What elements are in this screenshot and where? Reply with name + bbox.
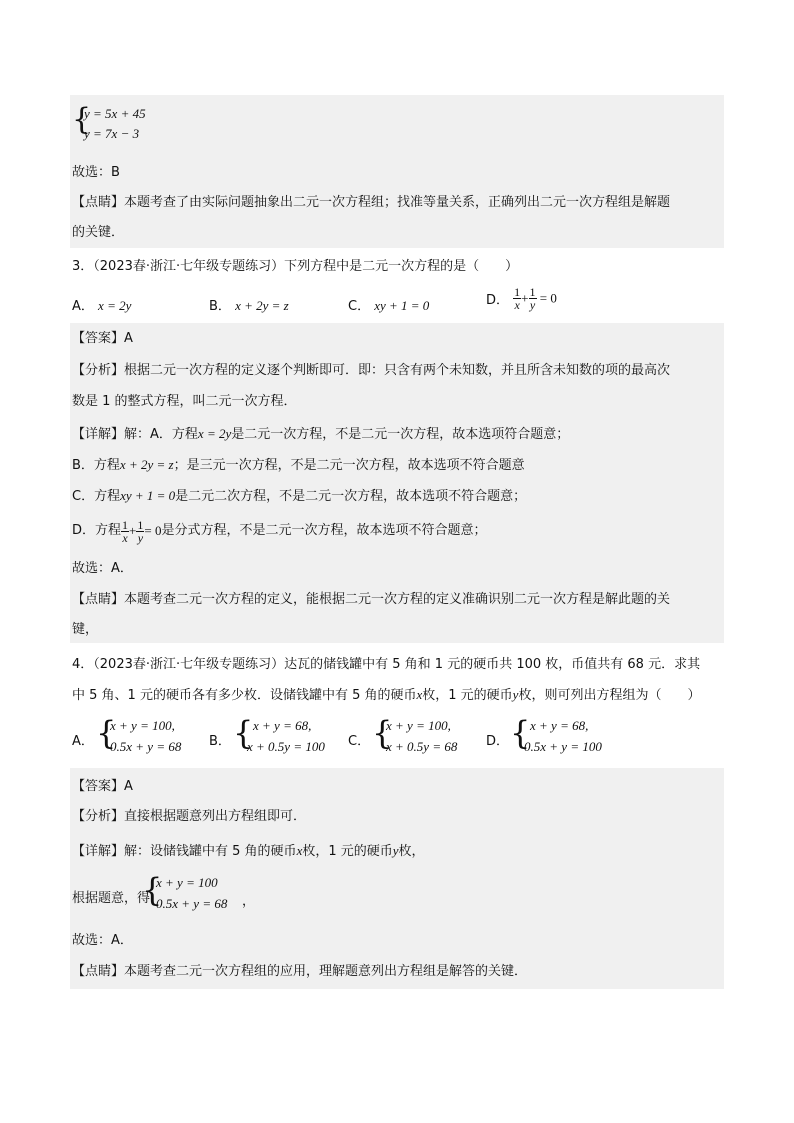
- detail-text: 根据题意，得: [72, 891, 151, 906]
- note-text: 本题考查二元一次方程的定义，能根据二元一次方程的定义准确识别二元一次方程是解此题的关: [124, 592, 671, 607]
- detail-text: D．方程: [72, 523, 122, 538]
- option-math: xy + 1 = 0: [374, 298, 430, 313]
- detail-variable: x: [296, 843, 303, 858]
- analysis-tag: 【分析】: [72, 809, 125, 824]
- q2-note-line1: [72, 194, 670, 212]
- stem-text: 中 5 角、1 元的硬币各有多少枚．设储钱罐中有 5 角的硬币: [72, 688, 417, 703]
- equation-line: x + y = 100,: [386, 718, 451, 733]
- fraction-denominator: y: [529, 298, 536, 312]
- q4-option-a-label: A．: [72, 734, 94, 749]
- detail-math: x = 2y: [197, 426, 232, 441]
- q4-options: [72, 716, 722, 762]
- analysis-text: 根据二元一次方程的定义逐个判断即可．即：只含有两个未知数，并且所含未知数的项的最高次: [124, 363, 671, 378]
- q4-choice: 故选：A．: [72, 933, 133, 948]
- q4-option-d-label: D．: [486, 734, 510, 749]
- detail-text: 是分式方程，不是二元一次方程，故本选项不符合题意；: [161, 523, 487, 538]
- q2-equation-system: [72, 104, 192, 144]
- answer-value: A: [124, 331, 133, 346]
- equation-line: y = 5x + 45: [84, 106, 146, 121]
- fraction: [121, 519, 129, 544]
- fraction-numerator: 1: [529, 285, 536, 299]
- q3-choice: 故选：A．: [72, 561, 133, 576]
- detail-text: 解：设储钱罐中有 5 角的硬币: [124, 844, 297, 859]
- detail-text: 枚，: [398, 844, 425, 859]
- equation-line: x + y = 100: [156, 875, 218, 890]
- analysis-text: 直接根据题意列出方程组即可．: [124, 809, 307, 824]
- q3-option-b: [209, 295, 289, 314]
- q3-option-a: [72, 295, 131, 314]
- fraction-numerator: 1: [122, 517, 129, 532]
- q4-answer: [72, 778, 133, 796]
- fraction: [513, 286, 521, 311]
- detail-tag: 【详解】: [72, 427, 125, 442]
- q3-detail-d: D．方程 $\frac{1}{x}$ + $\frac{1}{y}$ = 0是分式方程，不是二元一次方程，故本选项不符合题意；: [72, 517, 487, 545]
- q3-option-c: [348, 295, 429, 314]
- stem-text: 枚，则可列出方程组为（ ）: [518, 688, 701, 703]
- equation-line: y = 7x − 3: [84, 126, 140, 141]
- fraction-denominator: y: [137, 530, 144, 545]
- option-math: x = 2y: [98, 298, 132, 313]
- note-tag: 【点睛】: [72, 964, 125, 979]
- option-label: B．: [209, 299, 231, 314]
- fraction-denominator: x: [122, 530, 128, 545]
- equation-line: x + y = 68,: [253, 718, 312, 733]
- left-brace: {: [372, 714, 393, 752]
- q3-answer: [72, 330, 133, 348]
- stem-variable: x: [416, 687, 423, 702]
- detail-text: 枚，1 元的硬币: [302, 844, 393, 859]
- analysis-tag: 【分析】: [72, 363, 125, 378]
- q3-detail-b: [72, 456, 525, 475]
- q4-stem-line2: [72, 686, 700, 705]
- q4-option-b-label: B．: [209, 734, 231, 749]
- q4-detail-line1: [72, 842, 425, 861]
- q2-note-line2: 的关键．: [72, 225, 125, 240]
- detail-text: ；是三元一次方程，不是二元一次方程，故本选项不符合题意: [173, 458, 525, 473]
- note-text: 本题考查了由实际问题抽象出二元一次方程组；找准等量关系，正确列出二元一次方程组是解题: [124, 195, 671, 210]
- equation-line: x + y = 100,: [110, 718, 175, 733]
- q4-option-c-label: C．: [348, 734, 371, 749]
- equation-line: x + 0.5y = 100: [247, 739, 325, 754]
- q3-options: [72, 286, 722, 320]
- detail-math: x + 2y = z: [119, 457, 174, 472]
- detail-tag: 【详解】: [72, 844, 125, 859]
- detail-text: B．方程: [72, 458, 120, 473]
- answer-tag: 【答案】: [72, 779, 125, 794]
- fraction-numerator: 1: [137, 517, 144, 532]
- q4-analysis: [72, 808, 306, 826]
- equation-line: 0.5x + y = 68: [156, 896, 228, 911]
- note-tag: 【点睛】: [72, 592, 125, 607]
- note-tag: 【点睛】: [72, 195, 125, 210]
- equation-line: 0.5x + y = 100: [524, 739, 602, 754]
- q3-note-line2: 键，: [72, 622, 99, 637]
- equation-line: 0.5x + y = 68: [110, 739, 182, 754]
- left-brace: {: [72, 102, 92, 137]
- note-text: 本题考查二元一次方程组的应用，理解题意列出方程组是解答的关键．: [124, 964, 528, 979]
- q3-stem: 3．（2023春·浙江·七年级专题练习）下列方程中是二元一次方程的是（ ）: [72, 259, 519, 274]
- answer-tag: 【答案】: [72, 331, 125, 346]
- q4-stem-line1: 4．（2023春·浙江·七年级专题练习）达瓦的储钱罐中有 5 角和 1 元的硬币共 100 枚，币值共有 68 元．求其: [72, 657, 701, 672]
- left-brace: {: [142, 871, 163, 909]
- equation-line: x + 0.5y = 68: [386, 739, 458, 754]
- left-brace: {: [233, 714, 254, 752]
- stem-variable: y: [512, 687, 519, 702]
- answer-value: A: [124, 779, 133, 794]
- option-label: D．: [486, 293, 510, 308]
- option-math: x + 2y = z: [235, 298, 289, 313]
- fraction-denominator: x: [514, 298, 520, 312]
- fraction-numerator: 1: [514, 285, 521, 299]
- q3-analysis-line2: 数是 1 的整式方程，叫二元一次方程．: [72, 394, 297, 409]
- q2-choice: 故选：B: [72, 165, 120, 180]
- equation-line: x + y = 68,: [530, 718, 589, 733]
- detail-variable: y: [392, 843, 399, 858]
- q3-detail-a: [72, 425, 569, 444]
- detail-text: ，: [242, 894, 256, 909]
- detail-math: xy + 1 = 0: [120, 488, 176, 503]
- option-label: A．: [72, 299, 94, 314]
- detail-text: 是二元一次方程，不是二元一次方程，故本选项符合题意；: [231, 427, 570, 442]
- stem-text: 枚，1 元的硬币: [422, 688, 513, 703]
- q4-detail-line2: [72, 872, 372, 918]
- option-label: C．: [348, 299, 371, 314]
- q3-detail-c: [72, 487, 526, 506]
- detail-text: 解：A．方程: [124, 427, 198, 442]
- q3-option-d: D． $\frac{1}{x}$ + $\frac{1}{y}$ = 0: [486, 285, 557, 312]
- detail-text: C．方程: [72, 489, 121, 504]
- left-brace: {: [96, 714, 117, 752]
- left-brace: {: [510, 714, 531, 752]
- q3-note-line1: [72, 591, 670, 609]
- q3-analysis-line1: [72, 362, 670, 380]
- q4-note: [72, 963, 527, 981]
- fraction: [529, 286, 537, 311]
- detail-text: 是二元二次方程，不是二元一次方程，故本选项不符合题意；: [175, 489, 527, 504]
